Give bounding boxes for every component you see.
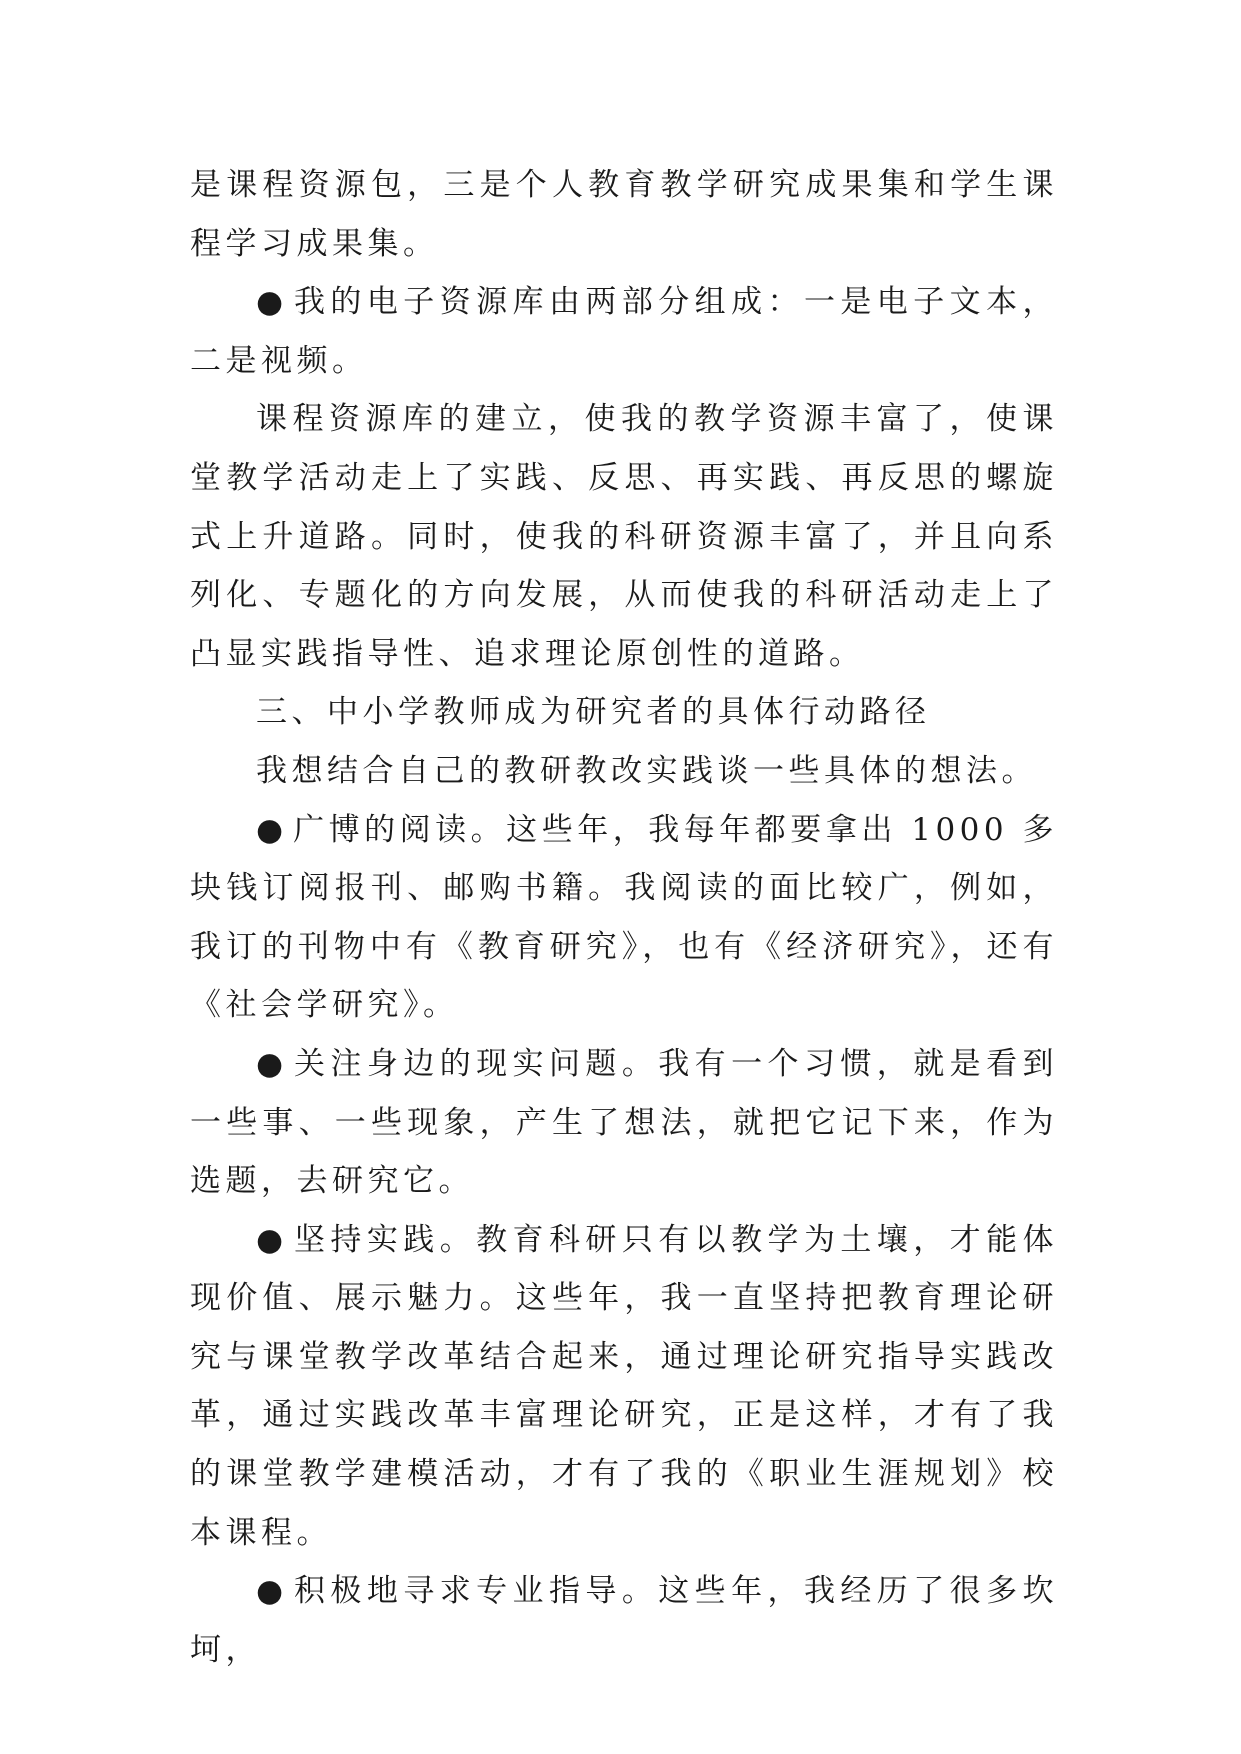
bullet-icon: ● [256, 1573, 284, 1610]
bullet-icon: ● [256, 1045, 284, 1082]
bullet-icon: ● [256, 1221, 284, 1258]
section-heading [190, 683, 1058, 742]
paragraph-text: 课程资源库的建立，使我的教学资源丰富了，使课堂教学活动走上了实践、反思、再实践、再反思的螺旋式上升道路。同时，使我的科研资源丰富了，并且向系列化、专题化的方向发展，从而使我的科研活动走上了凸显实践指导性、追求理论原创性的道路。 [190, 401, 1058, 672]
paragraph-course-resource-library [190, 390, 1058, 683]
paragraph-text: 关注身边的现实问题。我有一个习惯，就是看到一些事、一些现象，产生了想法，就把它记下来，作为选题，去研究它。 [190, 1045, 1058, 1200]
paragraph-text: 广博的阅读。这些年，我每年都要拿出 1000 多块钱订阅报刊、邮购书籍。我阅读的面比较广，例如，我订的刊物中有《教育研究》，也有《经济研究》，还有《社会学研究》。 [190, 811, 1058, 1024]
bullet-paragraph-guidance [190, 1562, 1058, 1679]
bullet-paragraph-practice [190, 1211, 1058, 1563]
paragraph-intro [190, 742, 1058, 801]
paragraph-continuation [190, 156, 1058, 273]
paragraph-text: 坚持实践。教育科研只有以教学为土壤，才能体现价值、展示魅力。这些年，我一直坚持把教育理论研究与课堂教学改革结合起来，通过理论研究指导实践改革，通过实践改革丰富理论研究，正是这样，才有了我的课堂教学建模活动，才有了我的《职业生涯规划》校本课程。 [190, 1221, 1058, 1551]
bullet-paragraph-reading [190, 801, 1058, 1035]
paragraph-text: 积极地寻求专业指导。这些年，我经历了很多坎坷， [190, 1573, 1058, 1668]
paragraph-text: 是课程资源包，三是个人教育教学研究成果集和学生课程学习成果集。 [190, 167, 1058, 262]
bullet-icon: ● [256, 811, 284, 848]
bullet-paragraph-e-resource-library [190, 273, 1058, 390]
heading-text: 三、中小学教师成为研究者的具体行动路径 [256, 694, 931, 731]
paragraph-text: 我想结合自己的教研教改实践谈一些具体的想法。 [256, 752, 1037, 789]
paragraph-text: 我的电子资源库由两部分组成：一是电子文本，二是视频。 [190, 284, 1058, 379]
bullet-paragraph-real-problems [190, 1035, 1058, 1211]
bullet-icon: ● [256, 284, 284, 321]
document-body [190, 156, 1058, 1679]
